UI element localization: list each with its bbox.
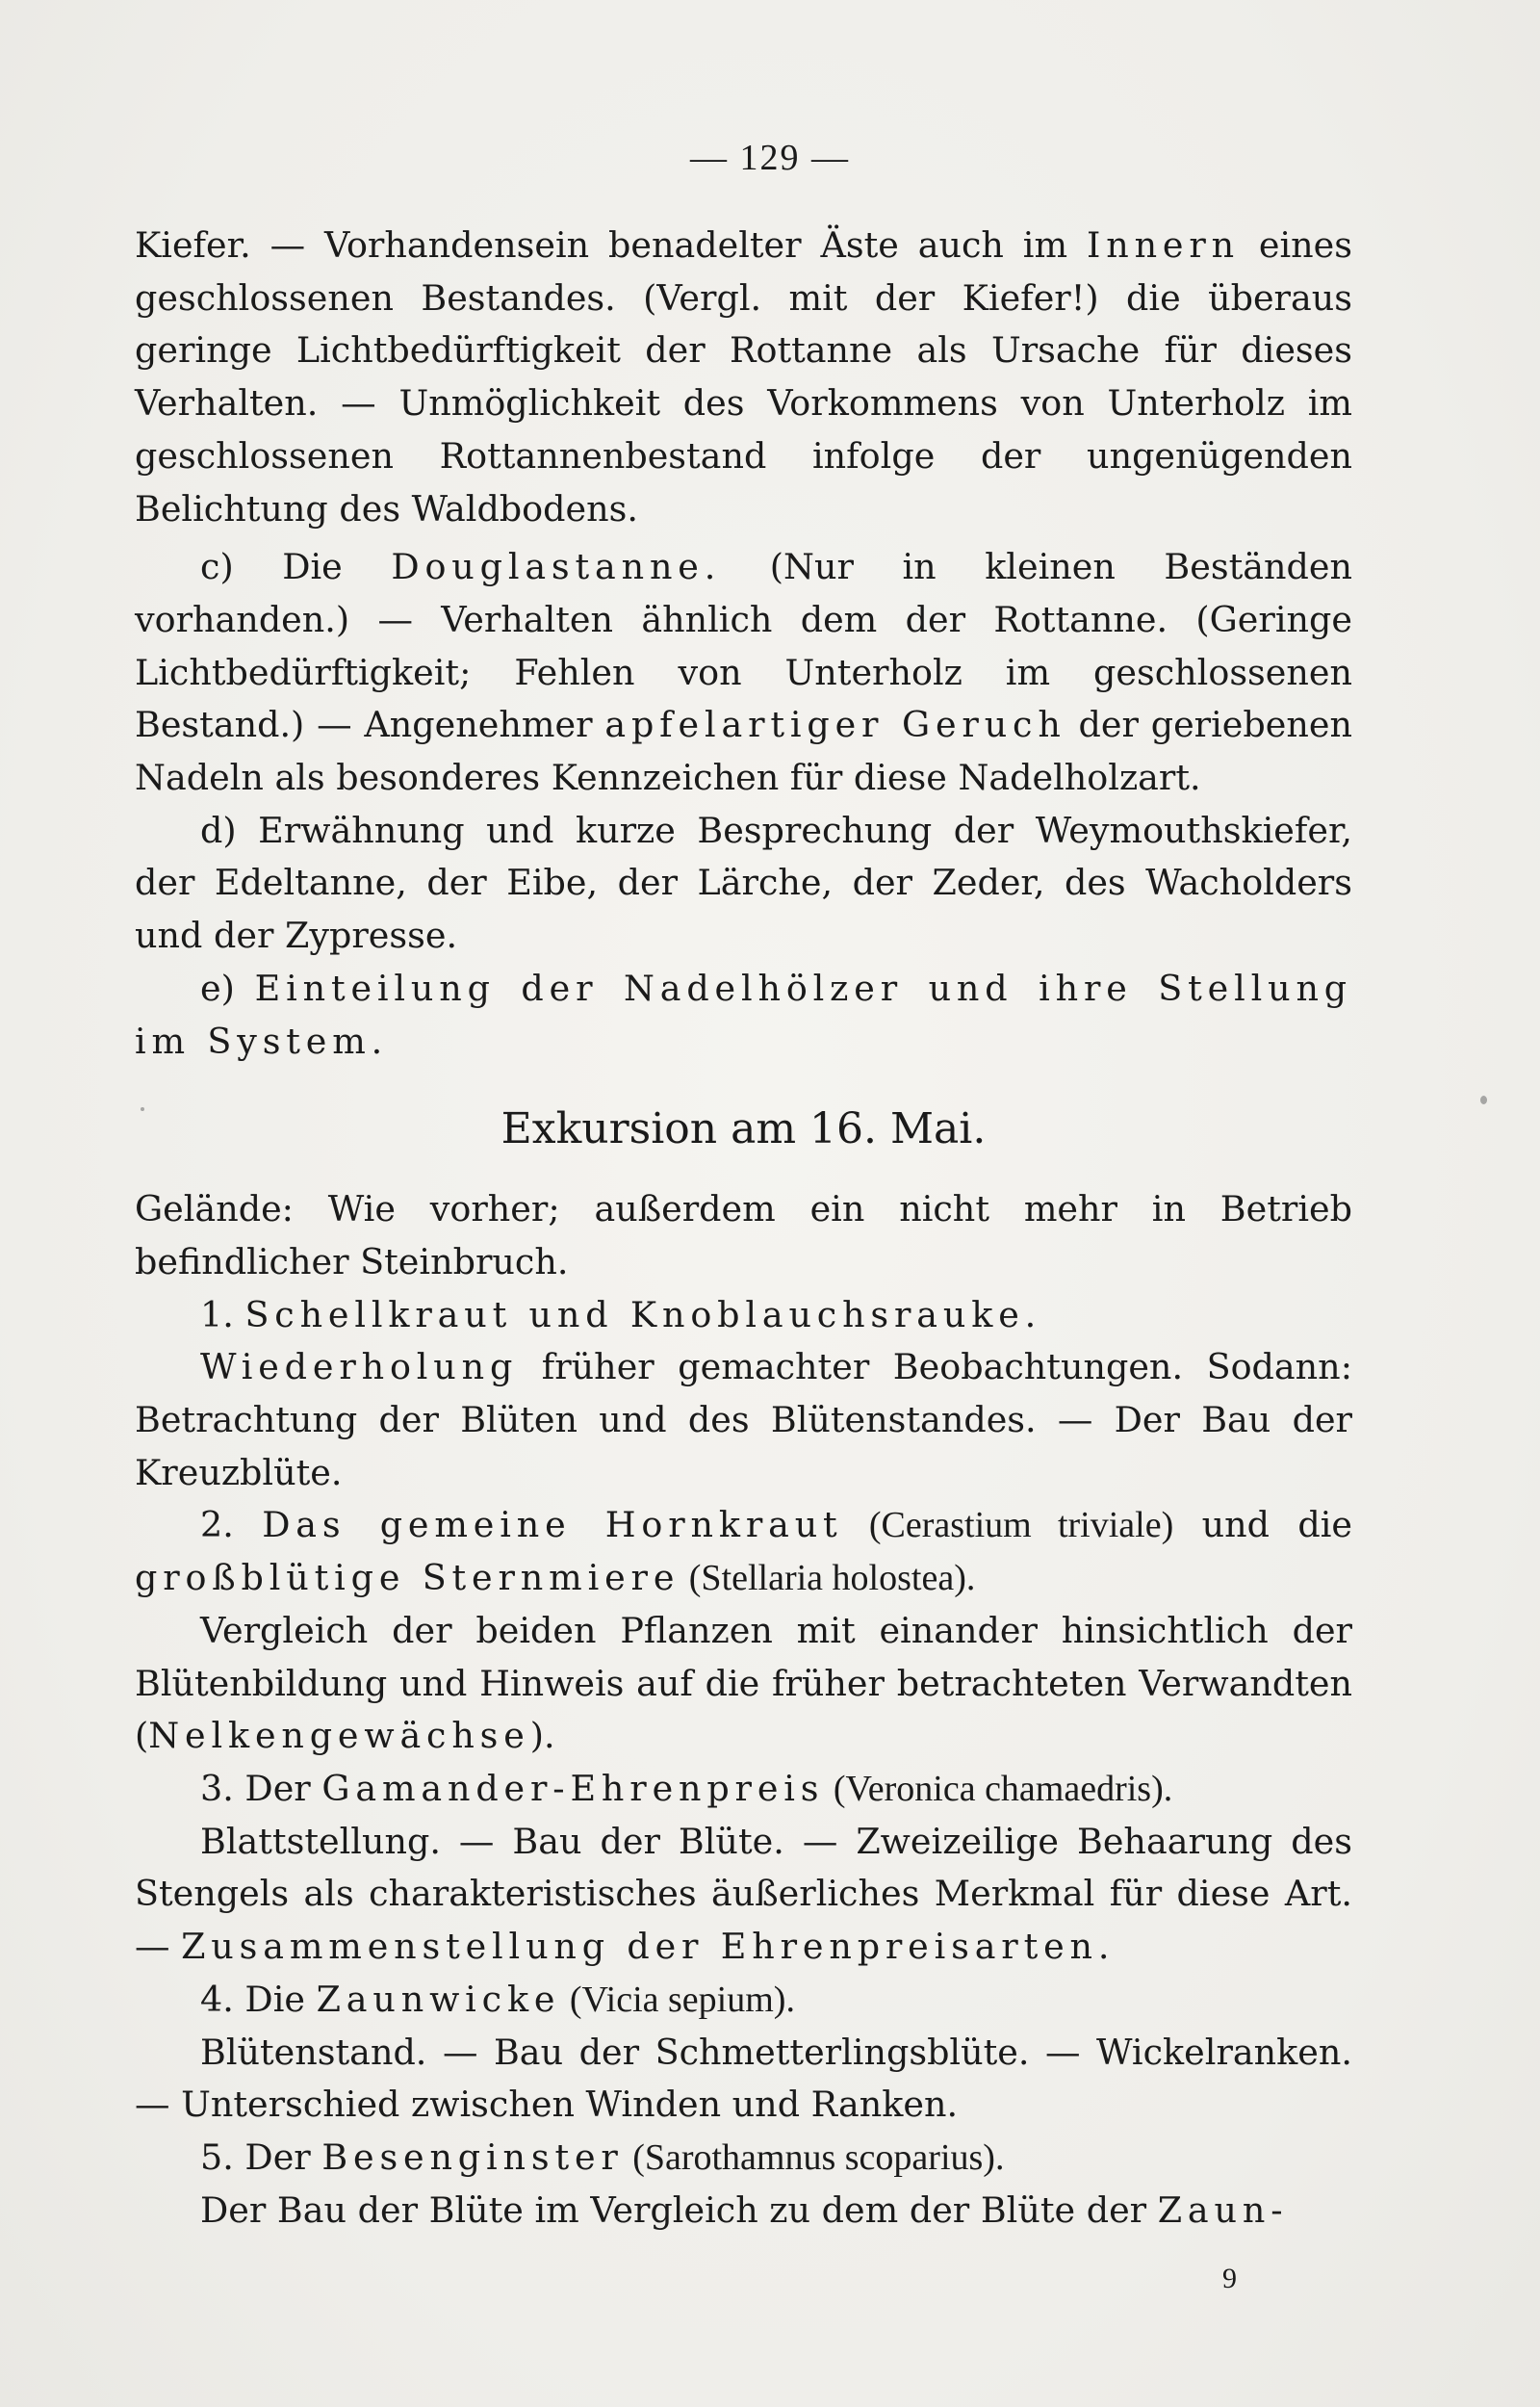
item-1-name: Schellkraut und Knoblauchsrauke. — [244, 1293, 1042, 1335]
item-5-body — [135, 2185, 1352, 2238]
item-2-body-spaced: Nelkengewächse — [148, 1715, 530, 1757]
paragraph-einteilung — [135, 963, 1352, 1068]
paragraph-weymouthskiefer: d) Erwähnung und kurze Besprechung der Weymouthskiefer, der Edeltanne, der Eibe, der Lärche, der Zeder, des Wacholders und der Zypresse. — [135, 809, 1352, 957]
item-2-latin: (Cerastium triviale) — [842, 1505, 1174, 1546]
item-2-body — [135, 1605, 1352, 1763]
item-4-name: Zaunwicke — [316, 1978, 561, 2020]
item-2-body-text: Vergleich der beiden Pflanzen mit einander hinsichtlich der Blütenbildung und Hinweis auf die früher betrachteten Verwandten ( — [135, 1609, 1352, 1757]
item-3-number: 3. Der — [200, 1767, 322, 1809]
item-3-body — [135, 1816, 1352, 1974]
item-4-body: Blütenstand. — Bau der Schmetterlingsblüte. — Wickelranken. — Unterschied zwischen Winden und Ranken. — [135, 2031, 1352, 2126]
item-4-latin: (Vicia sepium). — [560, 1979, 795, 2020]
paper-speck — [1480, 1096, 1487, 1104]
item-2-name: Das gemeine Hornkraut — [262, 1504, 843, 1546]
paragraph-gelaende: Gelände: Wie vorher; außerdem ein nicht mehr in Betrieb befindlicher Steinbruch. — [135, 1188, 1352, 1282]
item-5-title — [135, 2132, 1352, 2185]
paragraph-kiefer-continuation — [135, 220, 1352, 535]
item-1-number: 1. — [200, 1293, 245, 1335]
einteilung-prefix: e) — [200, 967, 255, 1009]
douglastanne-text: (Nur in kleinen Beständen vorhanden.) — Verhalten ähnlich dem der Rottanne. (Geringe Lichtbedürftigkeit; Fehlen von Unterholz im geschlossenen Bestand.) — Angenehmer — [135, 546, 1352, 746]
item-1-title — [135, 1289, 1352, 1342]
item-5-body-text: Der Bau der Blüte im Vergleich zu dem der Blüte der — [200, 2188, 1158, 2231]
signature-mark: 9 — [1222, 2263, 1237, 2294]
item-3-title — [135, 1763, 1352, 1816]
item-3-body-text: Blattstellung. — Bau der Blüte. — Zweizeilige Behaarung des Stengels als charakteristisches äußerliches Merkmal für diese Art. — — [135, 1820, 1352, 1968]
kiefer-innern-spaced: Innern — [1086, 224, 1240, 266]
paper-speck — [141, 1107, 144, 1111]
item-2-conjunction: und die — [1173, 1504, 1352, 1546]
kiefer-text-end: eines geschlossenen Bestandes. (Vergl. mit der Kiefer!) die überaus geringe Lichtbedürftigkeit der Rottanne als Ursache für dieses Verhalten. — Unmöglichkeit des Vorkommens von Unterholz im geschlossenen Rottannenbestand infolge der ungenügenden Belichtung des Waldbodens. — [135, 224, 1352, 530]
item-2-name-2: großblütige Sternmiere — [135, 1557, 680, 1599]
page-body — [135, 220, 1352, 2237]
item-4-number: 4. Die — [200, 1978, 317, 2020]
kiefer-text-start: Kiefer. — Vorhandensein benadelter Äste auch im — [135, 224, 1087, 266]
item-5-body-spaced: Zaun- — [1157, 2188, 1289, 2231]
item-2-body-end: ). — [529, 1715, 555, 1757]
douglastanne-text-end: der geriebenen Nadeln als besonderes Kennzeichen für diese Nadelholzart. — [135, 704, 1352, 799]
item-1-body — [135, 1341, 1352, 1499]
douglastanne-name: Douglastanne. — [391, 546, 722, 588]
item-3-latin: (Veronica chamaedris). — [824, 1768, 1173, 1809]
page-number: — 129 — — [690, 138, 850, 178]
douglastanne-geruch: apfelartiger Geruch — [604, 704, 1066, 746]
item-2-number: 2. — [200, 1504, 263, 1546]
item-4-title — [135, 1974, 1352, 2027]
item-2-latin-2: (Stellaria holostea). — [680, 1558, 976, 1599]
douglastanne-prefix: c) Die — [200, 546, 392, 588]
einteilung-text: Einteilung der Nadelhölzer und ihre Stellung im System. — [135, 967, 1352, 1062]
section-heading-exkursion: Exkursion am 16. Mai. — [500, 1104, 987, 1154]
item-1-body-text: früher gemachter Beobachtungen. Sodann: Betrachtung der Blüten und des Blütenstandes. — Der Bau der Kreuzblüte. — [135, 1346, 1352, 1493]
item-5-name: Besenginster — [321, 2135, 624, 2178]
item-2-title — [135, 1499, 1352, 1604]
item-5-number: 5. Der — [200, 2135, 322, 2178]
item-5-latin: (Sarothamnus scoparius). — [623, 2136, 1005, 2178]
paragraph-douglastanne — [135, 541, 1352, 805]
item-1-body-spaced: Wiederholung — [200, 1346, 519, 1388]
item-3-name: Gamander-Ehrenpreis — [321, 1767, 825, 1809]
item-3-body-spaced: Zusammenstellung der Ehrenpreisarten. — [181, 1926, 1116, 1968]
